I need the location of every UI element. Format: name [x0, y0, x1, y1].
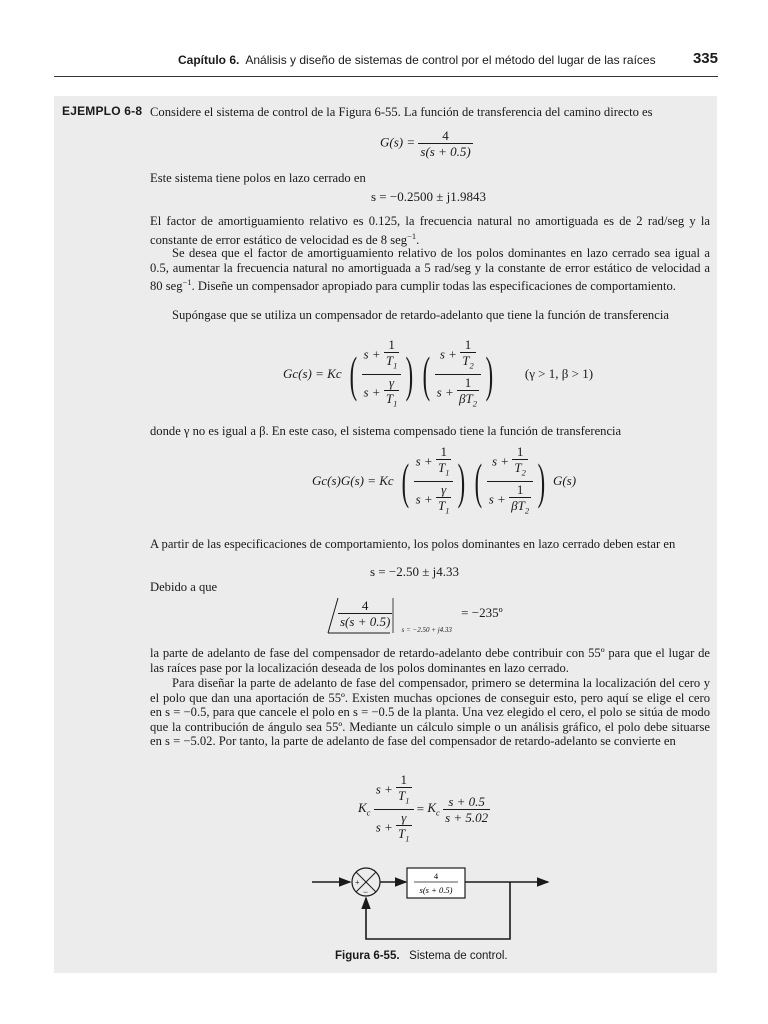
one: 1	[457, 375, 479, 391]
paragraph-4-end: . Diseñe un compensador apropiado para cumplir todas las especificaciones de comportamiento.	[191, 279, 676, 294]
gc-lag-den	[435, 375, 481, 412]
paragraph-8: Debido a que	[150, 580, 218, 594]
one-over-beta-t2	[457, 375, 479, 412]
t-symbol: T	[398, 788, 406, 803]
s-plus: s +	[375, 818, 393, 834]
plant-denominator: s(s + 0.5)	[419, 885, 453, 895]
t-symbol: T	[437, 497, 446, 513]
s-plus: s +	[363, 346, 381, 362]
figure-label: Figura 6-55.	[335, 950, 400, 962]
angle-numerator: 4	[338, 598, 392, 614]
gcg-lhs: Gc(s)G(s) = Kc	[312, 473, 394, 489]
equation-gc	[283, 337, 593, 411]
beta-t2: $\beta T_2$	[511, 497, 530, 516]
equation-lead	[358, 772, 490, 846]
t1: $T_1$	[437, 497, 450, 516]
gc-lag-num	[435, 337, 481, 375]
page-header	[0, 50, 768, 74]
gcg-lag-den	[487, 482, 533, 519]
gs-lhs: G(s) =	[380, 134, 416, 150]
s-plus: s +	[363, 383, 381, 399]
equation-poles-2: s = −2.50 ± j4.33	[370, 564, 459, 579]
one: 1	[512, 444, 527, 460]
figure-caption	[335, 950, 508, 962]
right-paren: )	[485, 346, 494, 403]
right-paren: )	[458, 453, 466, 510]
t1: $T_1$	[385, 390, 398, 409]
left-paren: (	[422, 346, 431, 403]
lead-gain: $K_c$	[358, 800, 371, 818]
gc-lead-fraction	[362, 337, 402, 411]
t-symbol: T	[514, 460, 522, 475]
paragraph-10: Para diseñar la parte de adelanto de fase del compensador, primero se determina la localización del cero y el polo que dan una aportación de 55º. Existen muchas opciones de conseguir esto, pero aquí se elige el cero en s = −0.5, para que cancele el polo en s = −0.5 de la planta. Una vez elegido el cero, el polo se sitúa de modo que la contribución de ángulo sea 55º. Mediante un cálculo simple o un análisis gráfico, el polo debe situarse en s = −5.02. Por tanto, la parte de adelanto de fase del compensador de retardo-adelanto se convierte en	[150, 676, 710, 748]
left-paren: (	[349, 346, 357, 403]
s-plus: s +	[436, 383, 454, 399]
gc-lhs: Gc(s) = Kc	[283, 366, 342, 382]
t1: $T_1$	[437, 460, 450, 478]
paragraph-4	[150, 246, 710, 294]
t-symbol: T	[385, 390, 394, 406]
gc-condition: (γ > 1, β > 1)	[524, 366, 594, 382]
paragraph-1: Considere el sistema de control de la Figura 6-55. La función de transferencia del camino directo es	[150, 105, 653, 119]
gcg-lead-fraction	[414, 444, 454, 518]
t-symbol: T	[398, 825, 406, 841]
one: 1	[384, 337, 399, 353]
gc-lead-den	[362, 375, 402, 412]
block-diagram	[300, 855, 560, 947]
t2: $T_2$	[514, 460, 526, 478]
one: 1	[436, 444, 451, 460]
one-over-t2	[512, 444, 527, 481]
t-symbol: T	[437, 460, 446, 475]
right-paren: )	[537, 453, 546, 510]
beta-t2: $\beta T_2$	[458, 390, 477, 409]
t1: $T_1$	[385, 353, 398, 371]
gamma-over-t1	[384, 375, 399, 412]
paragraph-4-text: Se desea que el factor de amortiguamiento relativo de los polos dominantes en lazo cerrado sea igual a 0.5, aumentar la frecuencia natural no amortiguada a 5 rad/seg y la constante de error estático de velocidad a 80 seg	[150, 246, 710, 294]
t2: $T_2$	[462, 353, 474, 371]
equals-sign: =	[416, 801, 425, 817]
right-paren: )	[405, 346, 414, 403]
one-over-beta-t2	[509, 482, 531, 519]
s-plus: s +	[415, 453, 433, 469]
chapter-heading	[178, 53, 656, 67]
paragraph-3	[150, 214, 710, 247]
gamma: γ	[384, 375, 399, 391]
gs-denominator: s(s + 0.5)	[420, 144, 471, 159]
chapter-title: Análisis y diseño de sistemas de control por el método del lugar de las raíces	[245, 53, 656, 67]
s-plus: s +	[415, 490, 433, 506]
figure-text: Sistema de control.	[409, 950, 508, 962]
one-over-t1	[384, 337, 399, 374]
gcg-lag-num	[487, 444, 533, 482]
plant-numerator: 4	[433, 871, 439, 881]
angle-result: = −235º	[461, 604, 503, 620]
angle-symbol	[326, 596, 396, 636]
equation-gcg	[312, 444, 576, 518]
paragraph-6: donde γ no es igual a β. En este caso, el sistema compensado tiene la función de transferencia	[150, 424, 622, 438]
left-paren: (	[401, 453, 410, 510]
paragraph-9: la parte de adelanto de fase del compensador de retardo-adelanto debe contribuir con 55º para que el lugar de las raíces pase por la localización deseada de los polos dominantes en lazo cerrado.	[150, 646, 710, 675]
left-paren: (	[474, 453, 483, 510]
s-plus: s +	[491, 453, 510, 469]
lead-rhs-den: s + 5.02	[445, 809, 489, 825]
header-rule	[54, 76, 718, 77]
equation-gs	[380, 128, 473, 159]
one: 1	[460, 337, 475, 353]
gamma: γ	[436, 482, 451, 498]
gc-lead-num	[362, 337, 402, 375]
paragraph-3-end: .	[416, 232, 420, 247]
angle-evaluation-point: s = −2.50 + j4.33	[401, 626, 452, 635]
gc-lag-fraction	[435, 337, 481, 411]
gcg-lead-den	[414, 482, 454, 519]
one: 1	[396, 772, 411, 788]
equation-angle	[330, 596, 503, 635]
s-plus: s +	[375, 781, 393, 797]
s-plus: s +	[439, 346, 457, 362]
gcg-lag-fraction	[487, 444, 533, 518]
lead-gain-rhs: $K_c$	[427, 800, 440, 818]
gamma: γ	[396, 810, 411, 826]
beta-t-symbol: βT	[458, 390, 473, 406]
lead-num	[374, 772, 414, 810]
t-symbol: T	[385, 353, 394, 368]
t-symbol: T	[462, 353, 470, 368]
lead-den	[374, 810, 414, 847]
chapter-number: Capítulo 6.	[178, 53, 240, 67]
minus-sign: −	[363, 887, 369, 897]
lead-rhs-fraction	[443, 794, 490, 825]
paragraph-2: Este sistema tiene polos en lazo cerrado en	[150, 171, 366, 185]
example-label: EJEMPLO 6-8	[62, 104, 143, 118]
gcg-rhs: G(s)	[552, 473, 577, 489]
plus-sign: +	[355, 878, 360, 887]
gamma-over-t1	[396, 810, 411, 847]
s-plus: s +	[488, 490, 506, 506]
one: 1	[509, 482, 531, 498]
page-number: 335	[692, 50, 718, 67]
one-over-t1	[436, 444, 451, 481]
one-over-t2	[460, 337, 475, 374]
exponent-1: −1	[407, 230, 417, 241]
lead-fraction	[374, 772, 414, 846]
gs-fraction	[418, 128, 472, 159]
gs-numerator: 4	[418, 128, 472, 144]
equation-poles-1: s = −0.2500 ± j1.9843	[371, 189, 486, 204]
paragraph-3-text: El factor de amortiguamiento relativo es 0.125, la frecuencia natural no amortiguada es de 2 rad/seg y la constante de error estático de velocidad es de 8 seg	[150, 214, 710, 247]
gcg-lead-num	[414, 444, 454, 482]
beta-t-symbol: βT	[511, 497, 525, 513]
t1: $T_1$	[398, 825, 410, 844]
gamma-over-t1	[436, 482, 451, 519]
t1: $T_1$	[398, 788, 410, 806]
angle-denominator: s(s + 0.5)	[340, 614, 391, 629]
exponent-2: −1	[182, 277, 192, 287]
one-over-t1	[396, 772, 411, 809]
paragraph-5: Supóngase que se utiliza un compensador de retardo-adelanto que tiene la función de transferencia	[172, 308, 669, 322]
lead-rhs-num: s + 0.5	[443, 794, 490, 810]
paragraph-7: A partir de las especificaciones de comportamiento, los polos dominantes en lazo cerrado deben estar en	[150, 537, 676, 551]
